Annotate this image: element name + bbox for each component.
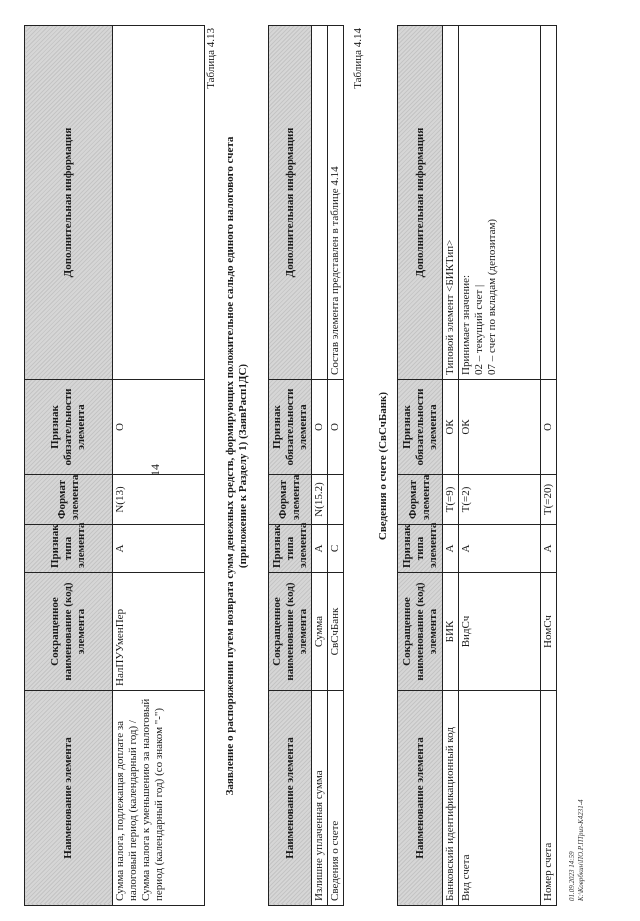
cell-code: НомСч xyxy=(541,573,557,691)
header-cell: Сокращенное наименование (код) элемента xyxy=(269,573,312,691)
cell-type: А xyxy=(113,525,205,573)
header-cell: Дополнительная информация xyxy=(398,26,443,380)
cell-name: Номер счета xyxy=(541,691,557,906)
header-cell: Формат элемента xyxy=(398,475,443,525)
table-row xyxy=(113,26,205,906)
header-cell: Формат элемента xyxy=(269,475,312,525)
header-cell: Дополнительная информация xyxy=(269,26,312,380)
page-number: 14 xyxy=(148,464,162,476)
cell-format: T(=20) xyxy=(541,475,557,525)
cell-name: Сведения о счете xyxy=(328,691,344,906)
header-cell: Признак обязательности элемента xyxy=(398,380,443,475)
cell-format: N(15.2) xyxy=(312,475,328,525)
table-4-13 xyxy=(268,25,344,906)
table-row xyxy=(328,26,344,906)
cell-code: ВидСч xyxy=(459,573,541,691)
cell-format xyxy=(328,475,344,525)
stamp-line1: 01.09.2023 14:59 xyxy=(568,851,576,901)
header-cell: Сокращенное наименование (код) элемента xyxy=(25,573,113,691)
cell-type: А xyxy=(443,525,459,573)
header-cell: Признак обязательности элемента xyxy=(269,380,312,475)
header-cell: Наименование элемента xyxy=(25,691,113,906)
table-4-13-label: Таблица 4.13 xyxy=(205,28,217,89)
cell-name: Сумма налога, подлежащая доплате за налоговый период (календарный год) / Сумма налога к уменьшению за налоговый период (календарный год) (со знаком "-") xyxy=(113,691,205,906)
cell-type: А xyxy=(541,525,557,573)
header-cell: Наименование элемента xyxy=(269,691,312,906)
table-row xyxy=(312,26,328,906)
cell-info xyxy=(541,26,557,380)
table-4-14 xyxy=(397,25,557,906)
cell-format: T(=9) xyxy=(443,475,459,525)
cell-required: ОК xyxy=(443,380,459,475)
cell-required: О xyxy=(541,380,557,475)
table-4-14-title: Сведения о счете (СвСчБанк) xyxy=(377,391,389,541)
cell-type: С xyxy=(328,525,344,573)
table-4-14-label: Таблица 4.14 xyxy=(352,28,364,89)
stamp-line2: К:\Коврбкин\ПО.Р.ПТриз-К4231-4 xyxy=(577,799,585,901)
table-4-13-title xyxy=(224,26,250,906)
cell-required: ОК xyxy=(459,380,541,475)
document-stamp xyxy=(568,799,586,901)
cell-type: А xyxy=(312,525,328,573)
cell-format: N(13) xyxy=(113,475,205,525)
cell-name: Вид счета xyxy=(459,691,541,906)
table-header-row xyxy=(25,26,113,906)
cell-code: НалПУУменПер xyxy=(113,573,205,691)
table-row xyxy=(459,26,541,906)
header-cell: Признак типа элемента xyxy=(25,525,113,573)
header-cell: Наименование элемента xyxy=(398,691,443,906)
cell-info: Принимает значение: 02 – текущий счет | 07 – счет по вкладам (депозитам) xyxy=(459,26,541,380)
cell-name: Банковский идентификационный код xyxy=(443,691,459,906)
cell-code: СвСчБанк xyxy=(328,573,344,691)
cell-code: БИК xyxy=(443,573,459,691)
cell-code: Сумма xyxy=(312,573,328,691)
table-row xyxy=(541,26,557,906)
table-header-row xyxy=(269,26,312,906)
table-header-row xyxy=(398,26,443,906)
header-cell: Сокращенное наименование (код) элемента xyxy=(398,573,443,691)
header-cell: Формат элемента xyxy=(25,475,113,525)
table-4-13-title-line2: (приложение к Разделу 1) (ЗаявРасп1ДС) xyxy=(237,363,249,569)
cell-info xyxy=(113,26,205,380)
cell-required: О xyxy=(328,380,344,475)
table-row xyxy=(443,26,459,906)
cell-type: А xyxy=(459,525,541,573)
cell-info: Типовой элемент <БИКТип> xyxy=(443,26,459,380)
header-cell: Дополнительная информация xyxy=(25,26,113,380)
cell-format: T(=2) xyxy=(459,475,541,525)
cell-info xyxy=(312,26,328,380)
header-cell: Признак обязательности элемента xyxy=(25,380,113,475)
header-cell: Признак типа элемента xyxy=(269,525,312,573)
cell-info: Состав элемента представлен в таблице 4.14 xyxy=(328,26,344,380)
cell-required: О xyxy=(113,380,205,475)
header-cell: Признак типа элемента xyxy=(398,525,443,573)
table-continuation xyxy=(24,25,205,906)
cell-name: Излишне уплаченная сумма xyxy=(312,691,328,906)
cell-required: О xyxy=(312,380,328,475)
table-4-13-title-line1: Заявление о распоряжении путем возврата сумм денежных средств, формирующих положительное сальдо единого налогового счета xyxy=(224,136,236,796)
